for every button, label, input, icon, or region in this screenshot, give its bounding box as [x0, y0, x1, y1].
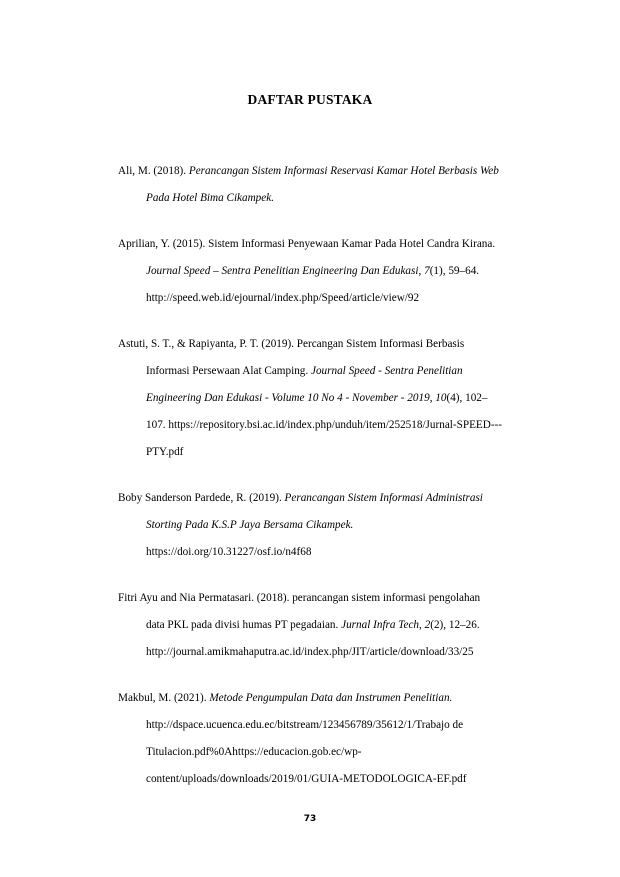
- reference-line: [118, 412, 558, 439]
- text: Fitri Ayu and Nia Permatasari. (2018). perancangan sistem informasi pengolahan: [118, 592, 481, 604]
- text: Informasi Persewaan Alat Camping.: [146, 365, 311, 377]
- reference-line: [118, 231, 558, 258]
- italic-text: Perancangan Sistem Informasi Reservasi Kamar Hotel Berbasis Web: [188, 165, 499, 177]
- italic-text: 10: [435, 392, 447, 404]
- reference-entry: [118, 331, 558, 466]
- reference-line: [118, 331, 558, 358]
- reference-line: [118, 612, 558, 639]
- text: http://speed.web.id/ejournal/index.php/Speed/article/view/92: [146, 292, 420, 304]
- text: ,: [419, 619, 425, 631]
- text: content/uploads/downloads/2019/01/GUIA-METODOLOGICA-EF.pdf: [146, 773, 467, 785]
- reference-line: [118, 485, 558, 512]
- italic-text: Journal Speed - Sentra Penelitian: [310, 365, 463, 377]
- reference-line: [118, 439, 558, 466]
- reference-line: [118, 639, 558, 666]
- reference-line: [118, 185, 558, 212]
- reference-entry: [118, 485, 558, 566]
- text: Titulacion.pdf%0Ahttps://educacion.gob.ec/wp-: [146, 746, 362, 758]
- reference-line: [118, 512, 558, 539]
- reference-line: [118, 712, 558, 739]
- italic-text: Engineering Dan Edukasi - Volume 10 No 4 - November - 2019: [146, 392, 430, 404]
- text: (4), 102–: [446, 392, 488, 404]
- text: data PKL pada divisi humas PT pegadaian.: [146, 619, 342, 631]
- italic-text: Metode Pengumpulan Data dan Instrumen Penelitian.: [209, 692, 453, 704]
- text: https://doi.org/10.31227/osf.io/n4f68: [146, 546, 312, 558]
- reference-line: [118, 739, 558, 766]
- text: (1), 59–64.: [429, 265, 480, 277]
- italic-text: 2: [424, 619, 431, 631]
- text: (2), 12–26.: [430, 619, 480, 631]
- reference-entry: [118, 158, 558, 212]
- text: ,: [429, 392, 436, 404]
- italic-text: Storting Pada K.S.P Jaya Bersama Cikampek.: [146, 519, 354, 531]
- text: Astuti, S. T., & Rapiyanta, P. T. (2019). Percangan Sistem Informasi Berbasis: [118, 338, 465, 350]
- text: Aprilian, Y. (2015). Sistem Informasi Penyewaan Kamar Pada Hotel Candra Kirana.: [118, 238, 496, 250]
- reference-line: [118, 685, 558, 712]
- text: PTY.pdf: [146, 446, 184, 458]
- italic-text: 7: [424, 265, 430, 277]
- text: Makbul, M. (2021).: [118, 692, 210, 704]
- reference-line: [118, 585, 558, 612]
- reference-line: [118, 766, 558, 793]
- reference-entry: [118, 685, 558, 793]
- reference-line: [118, 358, 558, 385]
- italic-text: Pada Hotel Bima Cikampek.: [146, 192, 275, 204]
- text: http://journal.amikmahaputra.ac.id/index.php/JIT/article/download/33/25: [146, 646, 474, 658]
- italic-text: Jurnal Infra Tech: [341, 619, 420, 631]
- reference-line: [118, 258, 558, 285]
- italic-text: Perancangan Sistem Informasi Administrasi: [284, 492, 483, 504]
- page-title: DAFTAR PUSTAKA: [247, 92, 373, 107]
- page-number: 73: [303, 814, 317, 824]
- reference-line: [118, 385, 558, 412]
- text: Boby Sanderson Pardede, R. (2019).: [118, 492, 285, 504]
- reference-line: [118, 158, 558, 185]
- text: http://dspace.ucuenca.edu.ec/bitstream/123456789/35612/1/Trabajo de: [146, 719, 464, 731]
- text: 107. https://repository.bsi.ac.id/index.php/unduh/item/252518/Jurnal-SPEED---: [146, 419, 502, 431]
- text: ,: [418, 265, 425, 277]
- italic-text: Journal Speed – Sentra Penelitian Engineering Dan Edukasi: [146, 265, 419, 277]
- reference-entry: [118, 231, 558, 312]
- reference-list: [118, 158, 558, 812]
- text: Ali, M. (2018).: [118, 165, 189, 177]
- reference-line: [118, 285, 558, 312]
- reference-line: [118, 539, 558, 566]
- reference-entry: [118, 585, 558, 666]
